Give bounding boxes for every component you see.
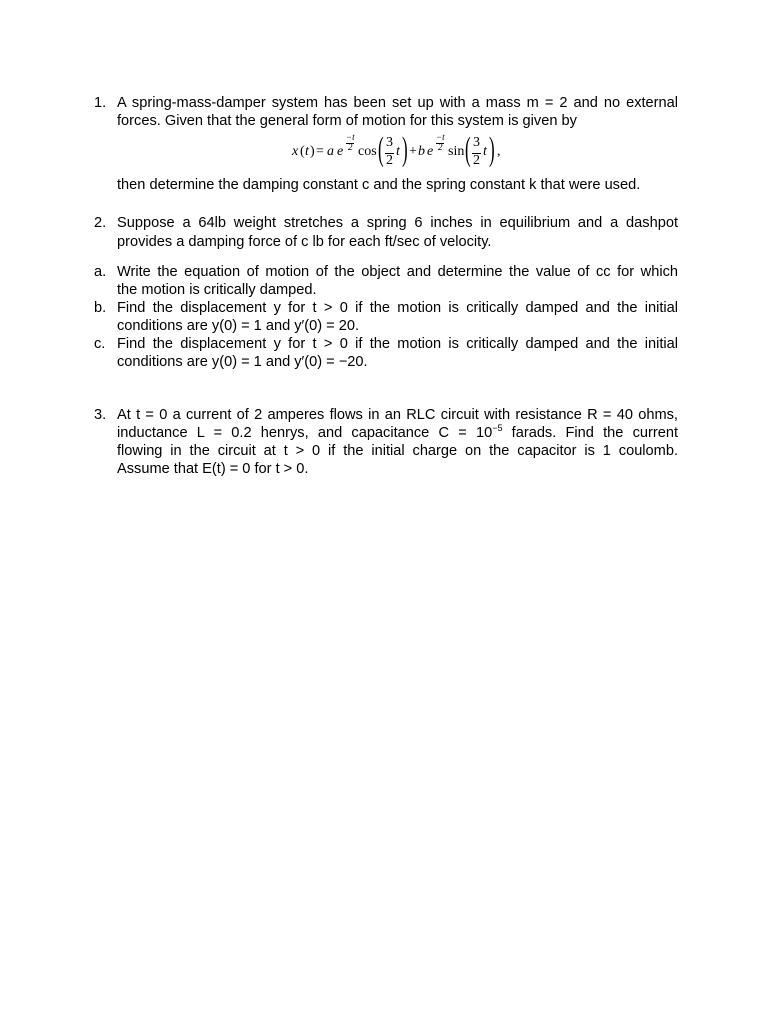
question-3 xyxy=(94,406,678,480)
question-number: 1. xyxy=(94,95,107,111)
part-text-line: Find the displacement y for t > 0 if the motion is critically damped and the initial xyxy=(117,336,678,352)
formula-comma: , xyxy=(497,144,501,159)
formula-two: 2 xyxy=(386,153,393,168)
question-text-line: Suppose a 64lb weight stretches a spring 6 inches in equilibrium and a dashpot xyxy=(117,215,678,231)
question-text-line: A spring-mass-damper system has been set up with a mass m = 2 and no external xyxy=(117,95,678,111)
motion-formula: x ( t ) = a e −t 2 cos ( 3 2 t ) + b e −t 2 sin ( 3 2 t ) , xyxy=(292,131,501,168)
formula-e: e xyxy=(337,144,344,159)
formula-three: 3 xyxy=(473,135,480,150)
question-text-line: inductance L = 0.2 henrys, and capacitance $C = 10^{-5}$ farads. Find the current xyxy=(117,423,678,441)
part-text-line: Find the displacement y for t > 0 if the motion is critically damped and the initial xyxy=(117,300,678,316)
question-2-part-a xyxy=(94,263,678,299)
formula-t: t xyxy=(483,144,487,159)
question-text-line: forces. Given that the general form of motion for this system is given by xyxy=(117,113,577,129)
formula-exp-den: 2 xyxy=(438,142,443,152)
question-2-part-b xyxy=(94,299,678,335)
question-number: 3. xyxy=(94,407,107,423)
question-2 xyxy=(94,214,678,254)
question-text-line: then determine the damping constant c and the spring constant k that were used. xyxy=(117,177,641,193)
question-2-part-c xyxy=(94,335,678,371)
part-text-line: conditions are y(0) = 1 and y′(0) = 20. xyxy=(117,318,360,334)
part-text-line: conditions are y(0) = 1 and y′(0) = −20. xyxy=(117,354,368,370)
formula-a: a xyxy=(327,144,334,159)
question-number: 2. xyxy=(94,215,107,231)
part-label: a. xyxy=(94,264,107,280)
formula-t: t xyxy=(396,144,400,159)
part-label: c. xyxy=(94,336,106,352)
question-text-line: Assume that E(t) = 0 for t > 0. xyxy=(117,461,309,477)
formula-x: x xyxy=(292,144,299,159)
question-text-line: flowing in the circuit at t > 0 if the initial charge on the capacitor is 1 coulomb. xyxy=(117,443,678,459)
question-text-line: At t = 0 a current of 2 amperes flows in an RLC circuit with resistance R = 40 ohms, xyxy=(117,407,678,423)
part-text-line: Write the equation of motion of the object and determine the value of cc for which xyxy=(117,264,678,280)
formula-exp-den: 2 xyxy=(348,142,353,152)
part-label: b. xyxy=(94,300,107,316)
formula-equals: = xyxy=(316,144,324,159)
formula-three: 3 xyxy=(386,135,393,150)
formula-plus: + xyxy=(409,144,417,159)
formula-exp-num: −t xyxy=(436,132,445,142)
formula-b: b xyxy=(418,144,425,159)
formula-two: 2 xyxy=(473,153,480,168)
formula-t-arg: t xyxy=(305,144,309,159)
part-text-line: the motion is critically damped. xyxy=(117,282,317,298)
formula-exp-num: −t xyxy=(346,132,355,142)
formula-e: e xyxy=(427,144,434,159)
exponent: −5 xyxy=(492,423,503,434)
question-text-line: provides a damping force of c lb for each ft/sec of velocity. xyxy=(117,234,492,250)
formula-cos: cos xyxy=(358,144,377,159)
formula-sin: sin xyxy=(448,144,465,159)
